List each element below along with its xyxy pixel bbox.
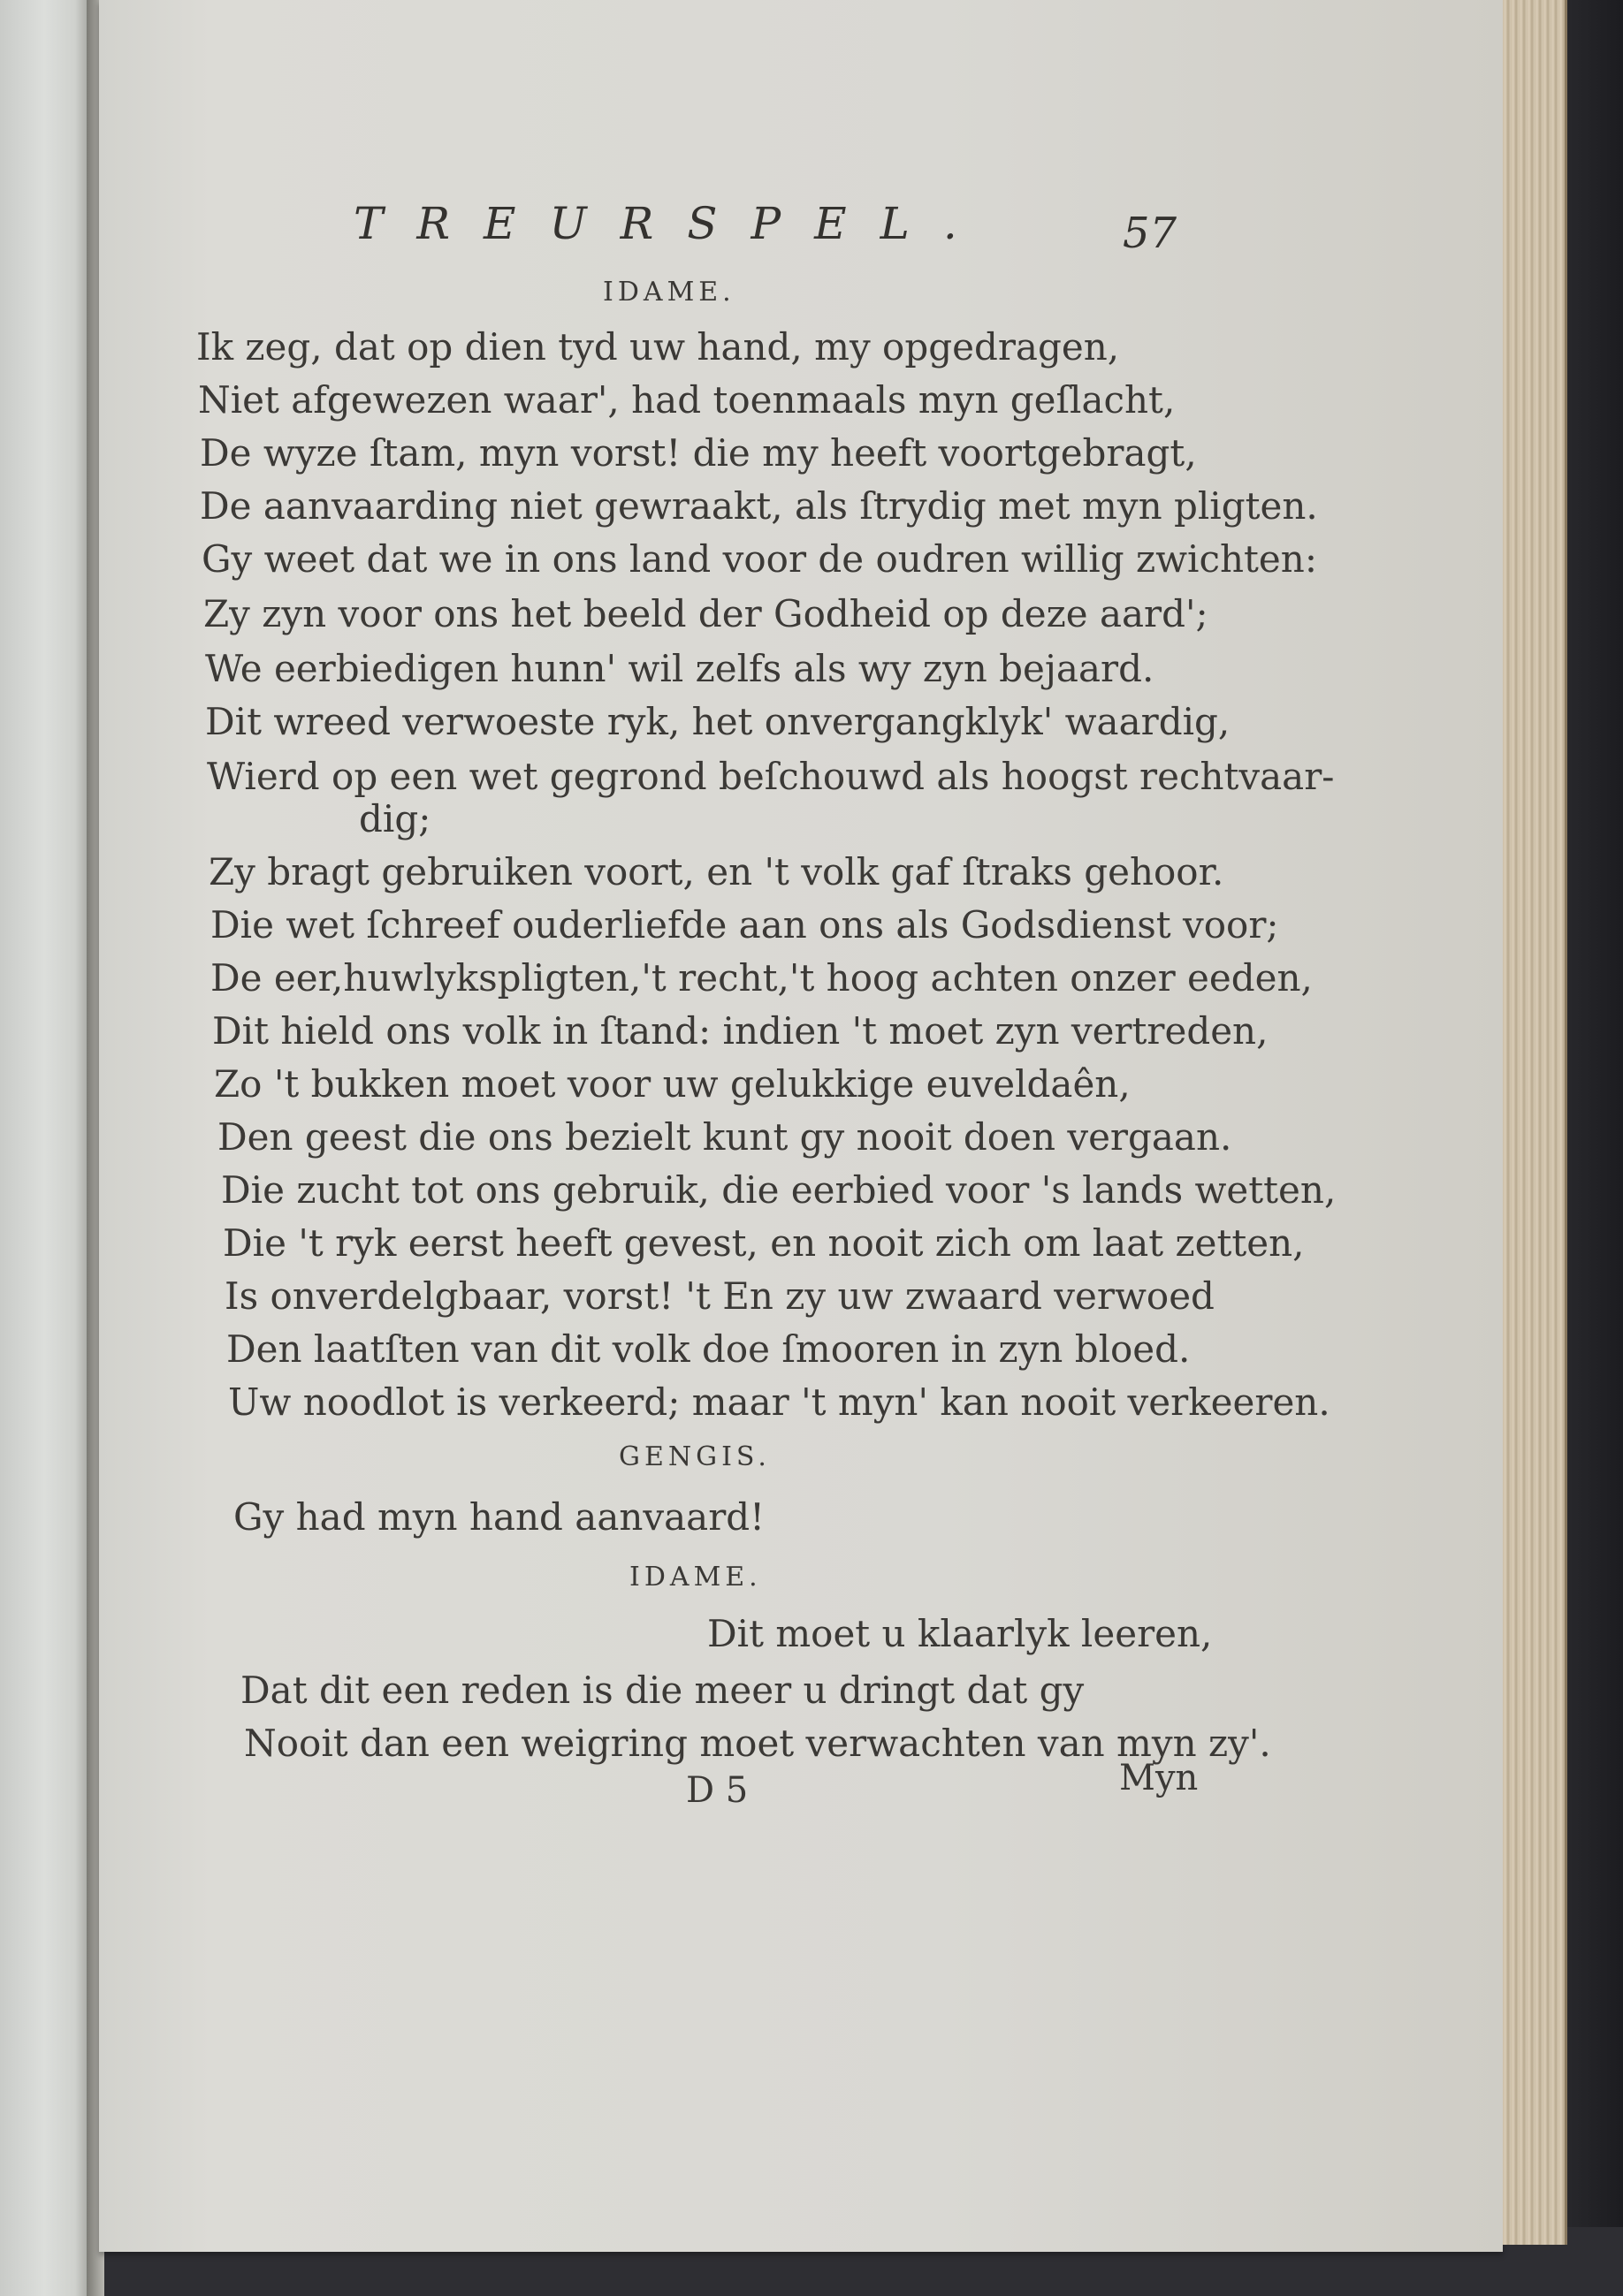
verse-line: De eer,huwlykspligten,'t recht,'t hoog achten onzer eeden,: [210, 956, 1313, 1000]
verse-line: Die wet ſchreef ouderliefde aan ons als Godsdienst voor;: [210, 903, 1279, 947]
verse-line: Die zucht tot ons gebruik, die eerbied voor 's lands wetten,: [221, 1168, 1337, 1212]
running-head: TREURSPEL.: [354, 198, 991, 249]
catchword: Myn: [1119, 1758, 1199, 1798]
verse-line: Dit hield ons volk in ſtand: indien 't moet zyn vertreden,: [212, 1009, 1269, 1053]
verse-line: Gy weet dat we in ons land voor de oudren willig zwichten:: [202, 537, 1317, 581]
verse-line: We eerbiedigen hunn' wil zelfs als wy zyn bejaard.: [205, 647, 1154, 690]
verse-line: Zy zyn voor ons het beeld der Godheid op deze aard';: [203, 592, 1208, 635]
verse-line: Nooit dan een weigring moet verwachten van myn zy'.: [244, 1722, 1271, 1765]
speaker-heading: IDAME.: [603, 277, 735, 308]
verse-line: Gy had myn hand aanvaard!: [233, 1495, 766, 1539]
verse-line: De wyze ſtam, myn vorst! die my heeft voortgebragt,: [200, 431, 1197, 475]
signature-mark: D 5: [686, 1770, 749, 1811]
verse-line: Die 't ryk eerst heeft gevest, en nooit zich om laat zetten,: [223, 1221, 1305, 1265]
speaker-heading: IDAME.: [629, 1562, 762, 1593]
verse-line: Is onverdelgbaar, vorst! 't En zy uw zwaard verwoed: [225, 1274, 1215, 1318]
page-block-edges: [1503, 0, 1567, 2245]
speaker-heading: GENGIS.: [619, 1441, 771, 1472]
verse-line: Den geest die ons bezielt kunt gy nooit doen vergaan.: [217, 1115, 1232, 1159]
verse-line: Uw noodlot is verkeerd; maar 't myn' kan nooit verkeeren.: [228, 1380, 1330, 1424]
verse-line: Wierd op een wet gegrond beſchouwd als hoogst rechtvaar-: [207, 755, 1335, 798]
page-number: 57: [1123, 209, 1177, 258]
verse-line: Dit moet u klaarlyk leeren,: [707, 1612, 1213, 1655]
verse-line: Zy bragt gebruiken voort, en 't volk gaf ſtraks gehoor.: [209, 850, 1224, 893]
verse-line: Dat dit een reden is die meer u dringt dat gy: [240, 1669, 1085, 1712]
verse-line: dig;: [359, 797, 431, 840]
verse-line: Dit wreed verwoeste ryk, het onvergangklyk' waardig,: [205, 700, 1231, 743]
facing-page-edge: [0, 0, 90, 2296]
verse-line: Zo 't bukken moet voor uw gelukkige euveldaên,: [214, 1062, 1131, 1106]
verse-line: Ik zeg, dat op dien tyd uw hand, my opgedragen,: [196, 325, 1120, 369]
verse-line: Niet afgewezen waar', had toenmaals myn geſlacht,: [198, 378, 1176, 422]
verse-line: De aanvaarding niet gewraakt, als ſtrydig met myn pligten.: [200, 484, 1318, 528]
verse-line: Den laatſten van dit volk doe ſmooren in zyn bloed.: [226, 1327, 1191, 1371]
